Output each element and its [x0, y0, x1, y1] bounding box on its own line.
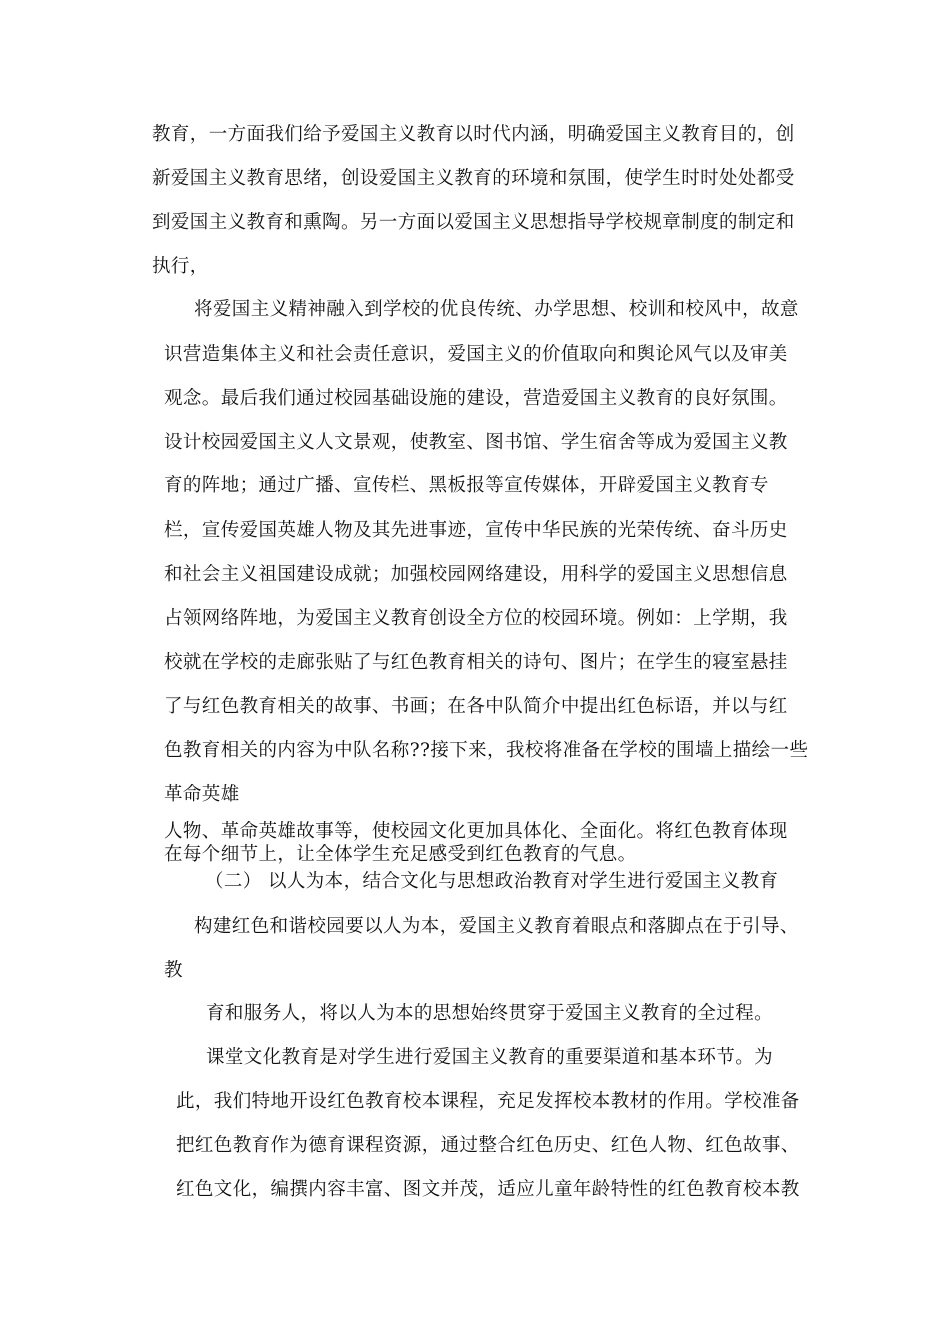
text-line: 教 [164, 960, 183, 981]
text-line: 革命英雄 [164, 784, 240, 805]
text-line: 识营造集体主义和社会责任意识，爱国主义的价值取向和舆论风气以及审美 [164, 344, 788, 365]
text-line: 了与红色教育相关的故事、书画；在各中队简介中提出红色标语，并以与红 [164, 696, 788, 717]
text-line: 育和服务人，将以人为本的思想始终贯穿于爱国主义教育的全过程。 [206, 1003, 774, 1024]
section-heading: （二） 以人为本，结合文化与思想政治教育对学生进行爱国主义教育 [205, 871, 779, 892]
text-line: 构建红色和谐校园要以人为本，爱国主义教育着眼点和落脚点在于引导、 [194, 916, 799, 937]
text-line: 设计校园爱国主义人文景观，使教室、图书馆、学生宿舍等成为爱国主义教 [164, 432, 788, 453]
text-line: 课堂文化教育是对学生进行爱国主义教育的重要渠道和基本环节。为 [206, 1047, 774, 1068]
text-line: 观念。最后我们通过校园基础设施的建设，营造爱国主义教育的良好氛围。 [164, 388, 788, 409]
text-line: 此，我们特地开设红色教育校本课程，充足发挥校本教材的作用。学校准备 [176, 1091, 800, 1112]
text-line: 和社会主义祖国建设成就；加强校园网络建设，用科学的爱国主义思想信息 [164, 564, 788, 585]
text-line: 在每个细节上，让全体学生充足感受到红色教育的气息。 [164, 844, 637, 865]
text-line: 到爱国主义教育和熏陶。另一方面以爱国主义思想指导学校规章制度的制定和 [152, 212, 795, 233]
text-line: 色教育相关的内容为中队名称??接下来，我校将准备在学校的围墙上描绘一些 [164, 740, 809, 761]
text-line: 人物、革命英雄故事等，使校园文化更加具体化、全面化。将红色教育体现 [164, 821, 788, 842]
text-line: 校就在学校的走廊张贴了与红色教育相关的诗句、图片；在学生的寝室悬挂 [164, 652, 788, 673]
text-line: 栏，宣传爱国英雄人物及其先进事迹，宣传中华民族的光荣传统、奋斗历史 [164, 520, 788, 541]
text-line: 育的阵地；通过广播、宣传栏、黑板报等宣传媒体，开辟爱国主义教育专 [164, 475, 769, 496]
text-line: 占领网络阵地，为爱国主义教育创设全方位的校园环境。例如：上学期，我 [164, 608, 788, 629]
text-line: 将爱国主义精神融入到学校的优良传统、办学思想、校训和校风中，故意 [194, 299, 799, 320]
text-line: 教育，一方面我们给予爱国主义教育以时代内涵，明确爱国主义教育目的，创 [152, 124, 795, 145]
text-line: 红色文化，编撰内容丰富、图文并茂，适应儿童年龄特性的红色教育校本教 [176, 1179, 800, 1200]
text-line: 执行， [152, 256, 209, 277]
text-line: 新爱国主义教育思绪，创设爱国主义教育的环境和氛围，使学生时时处处都受 [152, 168, 795, 189]
text-line: 把红色教育作为德育课程资源，通过整合红色历史、红色人物、红色故事、 [176, 1135, 800, 1156]
